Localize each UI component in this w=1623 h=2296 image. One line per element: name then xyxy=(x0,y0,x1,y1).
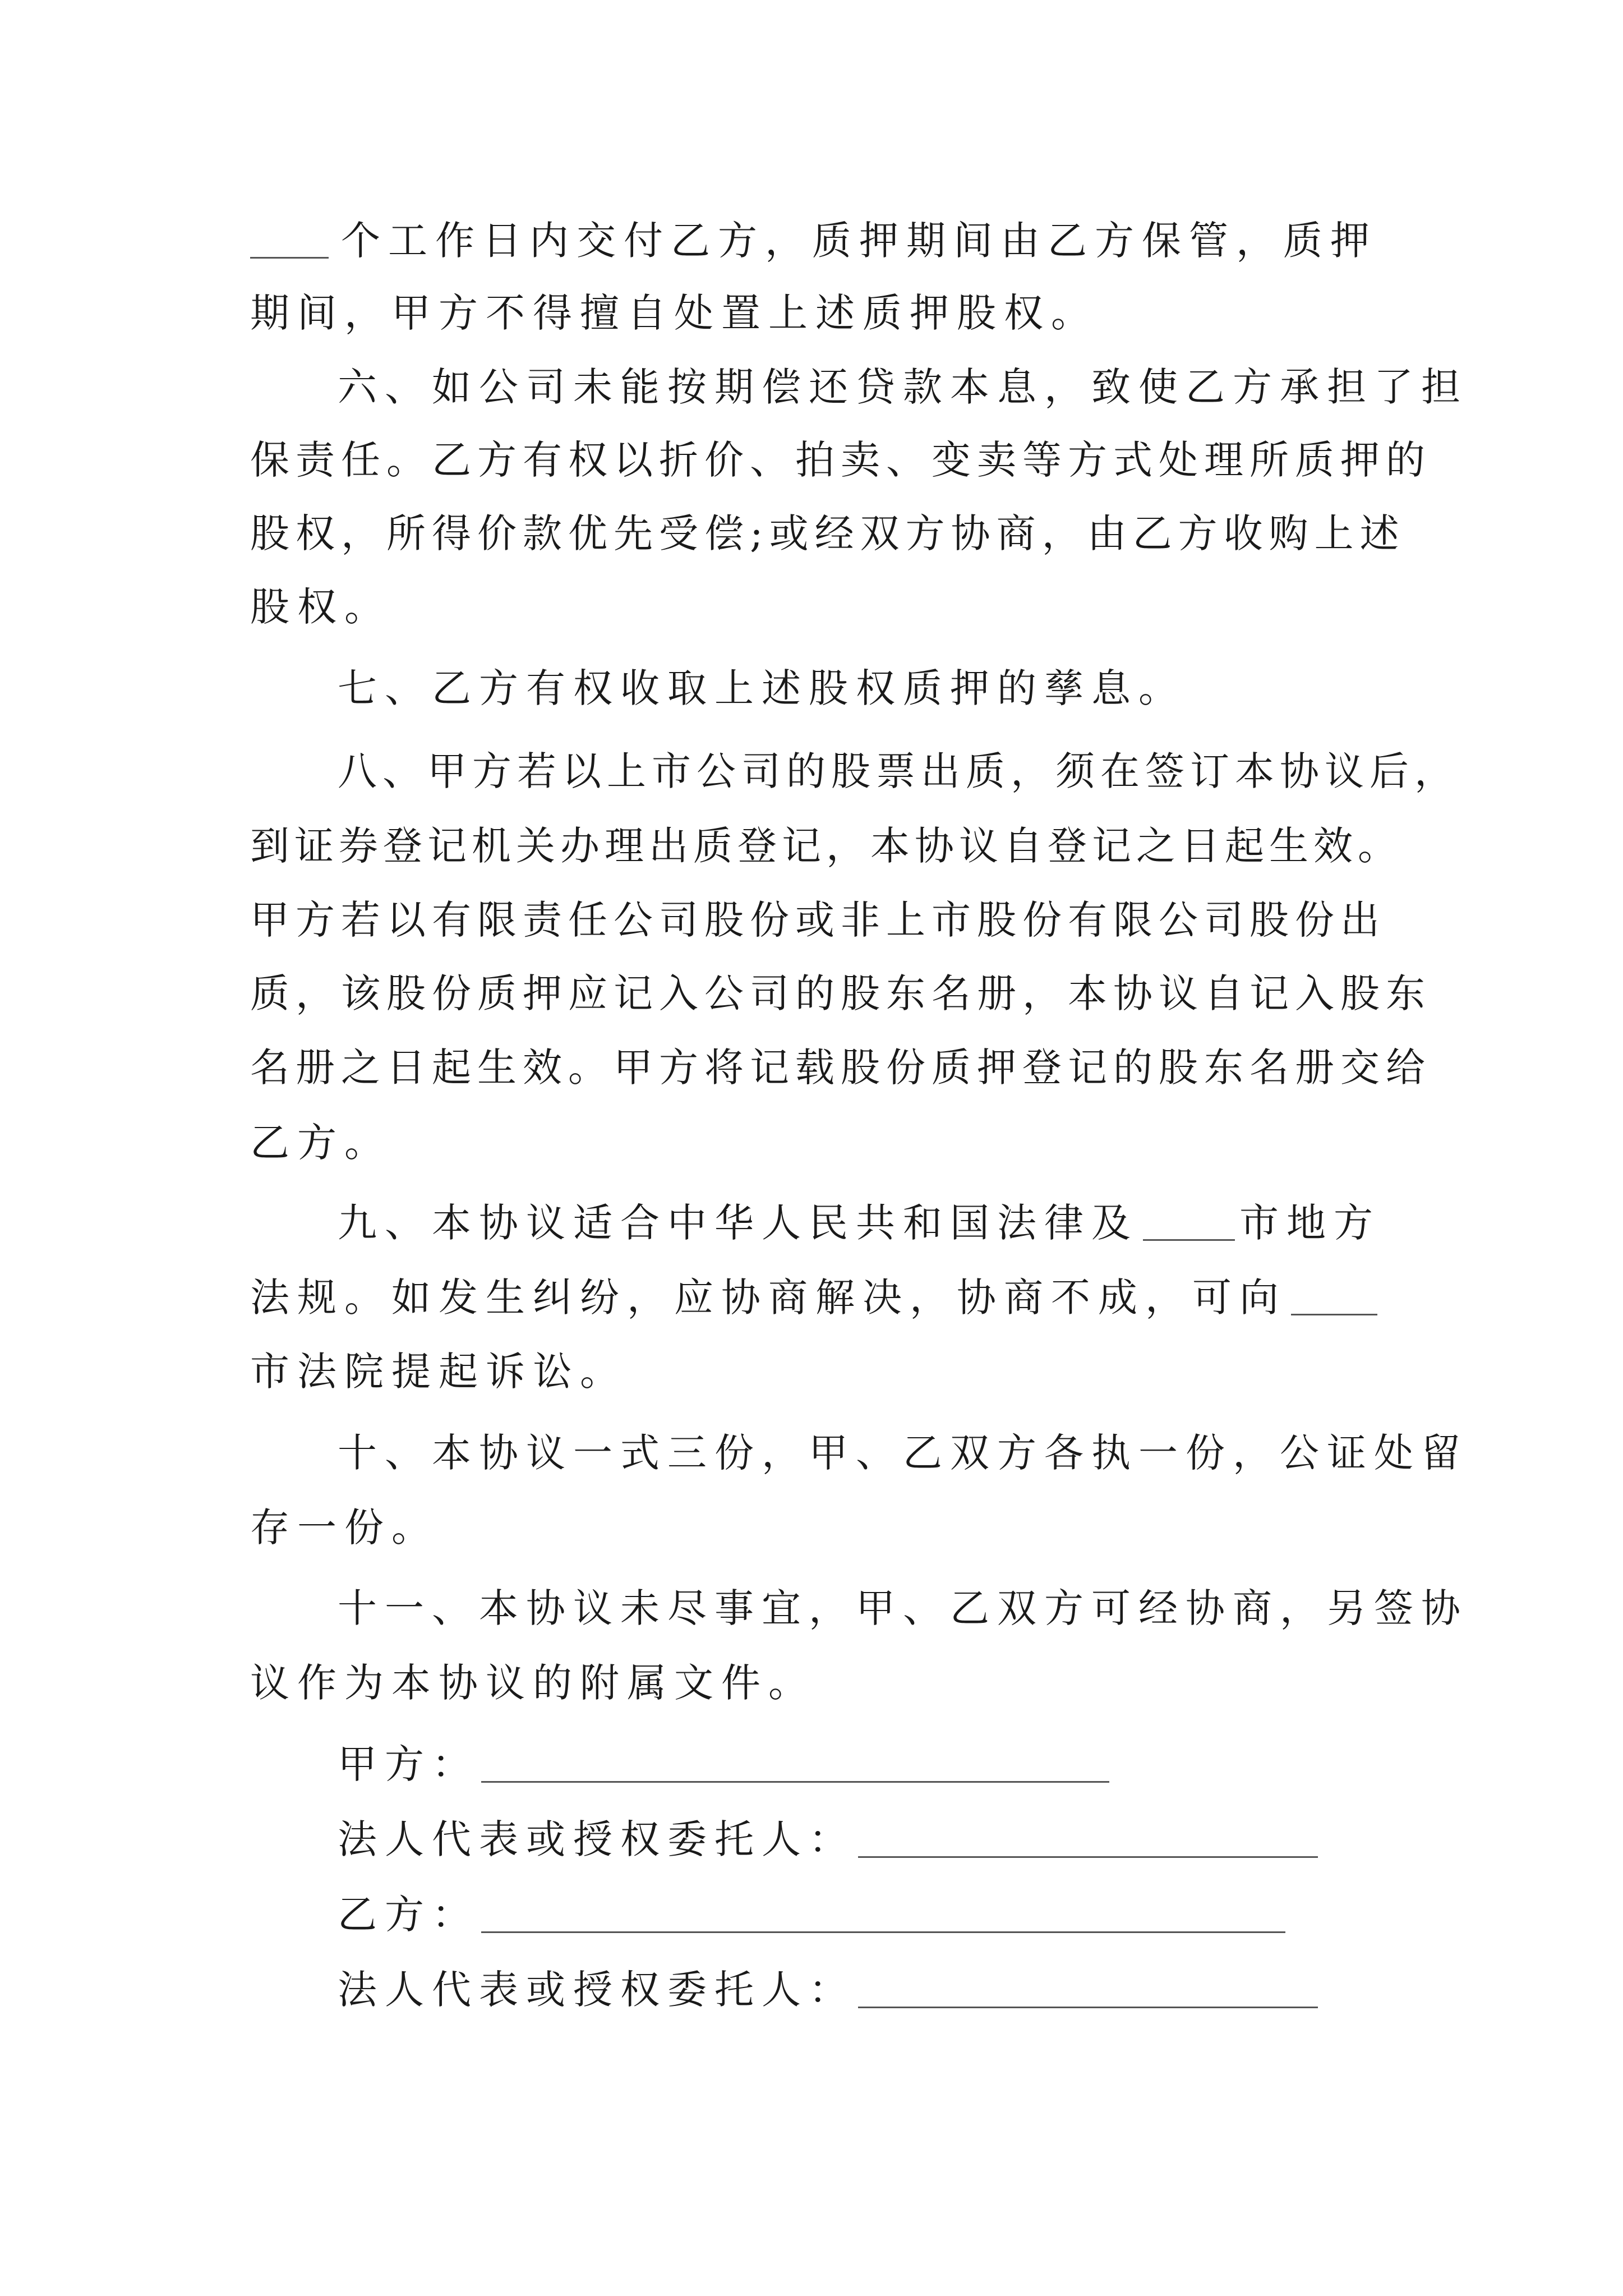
body-text: 乙方。 xyxy=(250,1120,391,1166)
clause-6-line xyxy=(338,356,1468,418)
body-text: 十一、本协议未尽事宜，甲、乙双方可经协商，另签协 xyxy=(338,1585,1468,1631)
body-text: 十、本协议一式三份，甲、乙双方各执一份，公证处留 xyxy=(338,1430,1468,1476)
body-text: 甲方若以有限责任公司股份或非上市股份有限公司股份出 xyxy=(250,897,1386,943)
body-line xyxy=(250,1267,1377,1328)
body-text: 存一份。 xyxy=(250,1504,439,1550)
body-line xyxy=(250,576,1377,638)
signature-label: 法人代表或授权委托人： xyxy=(338,1967,856,2013)
body-text: 到证券登记机关办理出质登记，本协议自登记之日起生效。 xyxy=(250,823,1402,869)
body-text: 八、甲方若以上市公司的股票出质，须在签订本协议后， xyxy=(338,748,1459,794)
clause-11-line xyxy=(338,1577,1468,1639)
body-text: 议作为本协议的附属文件。 xyxy=(250,1660,815,1706)
body-text: 法规。如发生纠纷，应协商解决，协商不成，可向 xyxy=(250,1274,1287,1320)
body-text: 保责任。乙方有权以折价、拍卖、变卖等方式处理所质押的 xyxy=(250,437,1431,483)
signature-line-party-b[interactable] xyxy=(481,1897,1285,1933)
body-line xyxy=(250,1112,1377,1174)
body-text: 市法院提起诉讼。 xyxy=(250,1349,627,1395)
body-line xyxy=(250,815,1402,877)
body-text: 七、乙方有权收取上述股权质押的孳息。 xyxy=(338,665,1186,711)
body-line xyxy=(250,963,1431,1024)
clause-10-line xyxy=(338,1422,1468,1484)
body-line xyxy=(250,1341,1377,1402)
signature-label: 法人代表或授权委托人： xyxy=(338,1816,856,1862)
body-text: 名册之日起生效。甲方将记载股份质押登记的股东名册交给 xyxy=(250,1045,1431,1091)
clause-9-line xyxy=(338,1192,1381,1254)
signature-line-party-b-representative[interactable] xyxy=(858,1972,1318,2008)
blank-field-city-law[interactable] xyxy=(1143,1205,1235,1241)
body-text: 六、如公司未能按期偿还贷款本息，致使乙方承担了担 xyxy=(338,364,1468,410)
body-text: 九、本协议适合中华人民共和国法律及 xyxy=(338,1200,1138,1246)
signature-label: 乙方： xyxy=(338,1892,479,1938)
body-line xyxy=(250,503,1405,564)
body-line xyxy=(250,429,1431,491)
body-line xyxy=(250,1037,1431,1098)
body-text: 个工作日内交付乙方，质押期间由乙方保管，质押 xyxy=(341,218,1377,264)
blank-field-working-days[interactable] xyxy=(250,223,329,259)
blank-field-city-court[interactable] xyxy=(1291,1280,1377,1315)
signature-party-a xyxy=(338,1736,1109,1792)
body-line xyxy=(250,282,1377,344)
body-text: 市地方 xyxy=(1239,1200,1381,1246)
body-line xyxy=(250,1652,1377,1714)
signature-party-a-representative xyxy=(338,1811,1318,1867)
signature-line-party-a-representative[interactable] xyxy=(858,1821,1318,1858)
body-text: 期间，甲方不得擅自处置上述质押股权。 xyxy=(250,290,1098,336)
body-text: 股权，所得价款优先受偿;或经双方协商，由乙方收购上述 xyxy=(250,510,1405,556)
signature-party-b-representative xyxy=(338,1962,1318,2018)
clause-7-line xyxy=(338,657,1465,719)
body-line xyxy=(250,889,1386,951)
body-line xyxy=(250,1497,1377,1558)
signature-party-b xyxy=(338,1887,1285,1943)
clause-8-line xyxy=(338,740,1465,802)
body-text: 股权。 xyxy=(250,584,391,630)
signature-line-party-a[interactable] xyxy=(481,1746,1109,1783)
clause-5-continuation-line xyxy=(250,210,1377,272)
signature-label: 甲方： xyxy=(338,1741,479,1787)
body-text: 质，该股份质押应记入公司的股东名册，本协议自记入股东 xyxy=(250,970,1431,1016)
